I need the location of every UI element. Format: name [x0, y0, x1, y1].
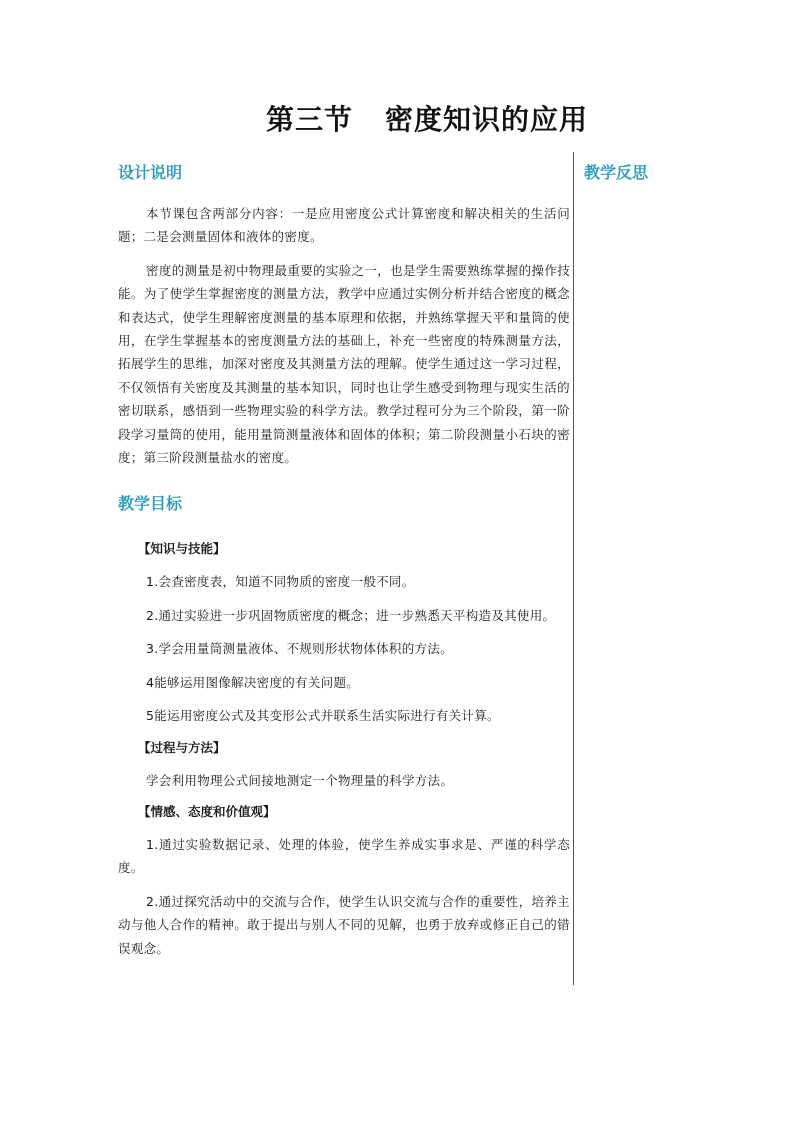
knowledge-label: 【知识与技能】 [138, 541, 226, 557]
emotion-item-2: 2.通过探究活动中的交流与合作，使学生认识交流与合作的重要性，培养主动与他人合作的精神。敢于提出与别人不同的见解，也勇于放弃或修正自己的错误观念。 [118, 893, 570, 956]
knowledge-item-5: 5能运用密度公式及其变形公式并联系生活实际进行有关计算。 [146, 708, 500, 724]
objectives-heading: 教学目标 [118, 494, 183, 514]
column-divider [573, 152, 574, 985]
knowledge-item-2: 2.通过实验进一步巩固物质密度的概念；进一步熟悉天平构造及其使用。 [146, 607, 556, 623]
emotion-label: 【情感、态度和价值观】 [138, 803, 276, 819]
design-paragraph-1: 本节课包含两部分内容：一是应用密度公式计算密度和解决相关的生活问题；二是会测量固体和液体的密度。 [118, 206, 570, 245]
process-item-1: 学会利用物理公式间接地测定一个物理量的科学方法。 [146, 772, 454, 788]
knowledge-item-1: 1.会查密度表，知道不同物质的密度一般不同。 [146, 574, 415, 590]
design-heading: 设计说明 [118, 163, 183, 182]
title-section-number: 第三节 [265, 103, 353, 136]
process-label: 【过程与方法】 [138, 739, 226, 755]
knowledge-item-4: 4能够运用图像解决密度的有关问题。 [146, 674, 360, 690]
page-title [0, 98, 794, 138]
reflection-heading: 教学反思 [584, 163, 649, 182]
design-paragraph-2: 密度的测量是初中物理最重要的实验之一，也是学生需要熟练掌握的操作技能。为了使学生掌握密度的测量方法，教学中应通过实例分析并结合密度的概念和表达式，使学生理解密度测量的基本原理和依据，并熟练掌握天平和量筒的使用，在学生掌握基本的密度测量方法的基础上，补充一些密度的特殊测量方法，拓展学生的思维，加深对密度及其测量方法的理解。使学生通过这一学习过程，不仅领悟有关密度及其测量的基本知识，同时也让学生感受到物理与现实生活的密切联系，感悟到一些物理实验的科学方法。教学过程可分为三个阶段，第一阶段学习量筒的使用，能用量筒测量液体和固体的体积；第二阶段测量小石块的密度；第三阶段测量盐水的密度。 [118, 262, 570, 466]
title-topic: 密度知识的应用 [385, 103, 589, 136]
knowledge-item-3: 3.学会用量筒测量液体、不规则形状物体体积的方法。 [146, 641, 453, 657]
main-column [118, 158, 570, 960]
emotion-item-1: 1.通过实验数据记录、处理的体验，使学生养成实事求是、严谨的科学态度。 [118, 836, 570, 876]
sidebar-column [584, 158, 764, 188]
